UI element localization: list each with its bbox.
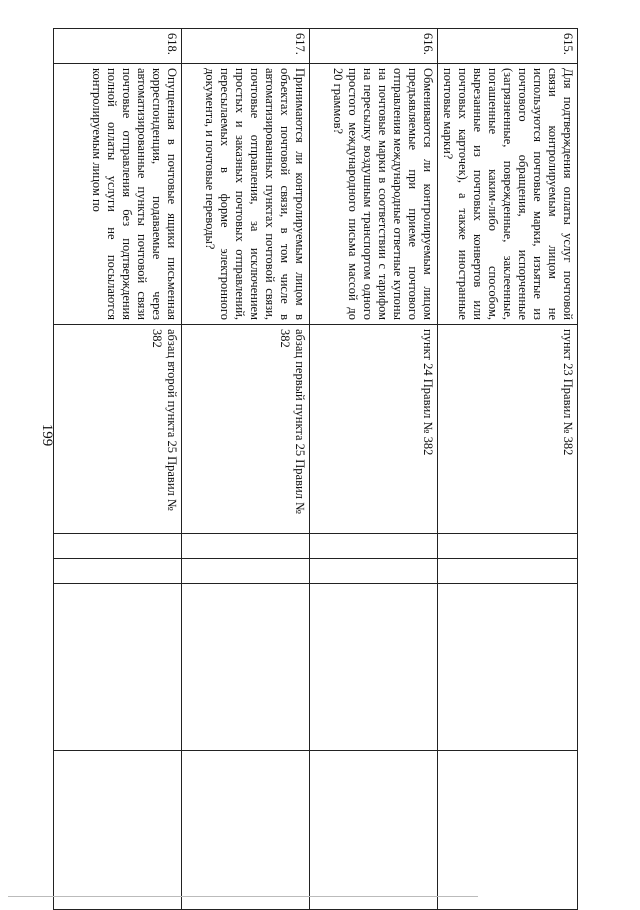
checklist-table-rotated <box>66 28 578 908</box>
page-number: 199 <box>39 423 55 447</box>
reference-cell: абзац первый пункта 25 Правил № 382 <box>182 325 310 534</box>
note-cell <box>438 751 578 910</box>
note-cell <box>310 751 438 910</box>
table-row <box>182 29 310 910</box>
answer-cell-na <box>310 584 438 751</box>
answer-cell-no <box>310 559 438 584</box>
note-cell <box>54 751 182 910</box>
reference-cell: пункт 24 Правил № 382 <box>310 325 438 534</box>
table-row <box>438 29 578 910</box>
answer-cell-no <box>438 559 578 584</box>
checklist-table <box>53 28 578 910</box>
answer-cell-yes <box>54 534 182 559</box>
scan-edge-line <box>8 896 478 897</box>
reference-cell: абзац второй пункта 25 Правил № 382 <box>54 325 182 534</box>
note-cell <box>182 751 310 910</box>
row-number: 617. <box>182 29 310 64</box>
question-cell: Обмениваются ли контролируемым лицом предъявляемые при приеме почтового отправления международные ответные купоны на почтовые марки в соответствии с тарифом на пересылку воздушным транспортом одного простого международного письма массой до 20 граммов? <box>310 64 438 325</box>
answer-cell-na <box>438 584 578 751</box>
table-row <box>310 29 438 910</box>
answer-cell-yes <box>438 534 578 559</box>
question-cell: Для подтверждения оплаты услуг почтовой связи контролируемым лицом не используются почтовые марки, изъятые из почтового обращения, испорченные (загрязненные, поврежденные, заклеенные, погашенные каким-либо способом, вырезанные из почтовых конвертов или почтовых карточек), а также иностранные почтовые марки? <box>438 64 578 325</box>
row-number: 616. <box>310 29 438 64</box>
answer-cell-yes <box>182 534 310 559</box>
reference-cell: пункт 23 Правил № 382 <box>438 325 578 534</box>
answer-cell-no <box>182 559 310 584</box>
question-cell: Принимаются ли контролируемым лицом в объектах почтовой связи, в том числе в автоматизированных пунктах почтовой связи, почтовые отправления, за исключением простых и заказных почтовых отправлений, пересылаемых в форме электронного документа, и почтовые переводы? <box>182 64 310 325</box>
row-number: 615. <box>438 29 578 64</box>
question-cell: Опущенная в почтовые ящики письменная корреспонденция, подаваемые через автоматизированные пункты почтовой связи почтовые отправления без подтверждения полной оплаты услуги не посылаются контролируемым лицом по <box>54 64 182 325</box>
row-number: 618. <box>54 29 182 64</box>
table-row <box>54 29 182 910</box>
answer-cell-no <box>54 559 182 584</box>
answer-cell-na <box>182 584 310 751</box>
answer-cell-yes <box>310 534 438 559</box>
answer-cell-na <box>54 584 182 751</box>
